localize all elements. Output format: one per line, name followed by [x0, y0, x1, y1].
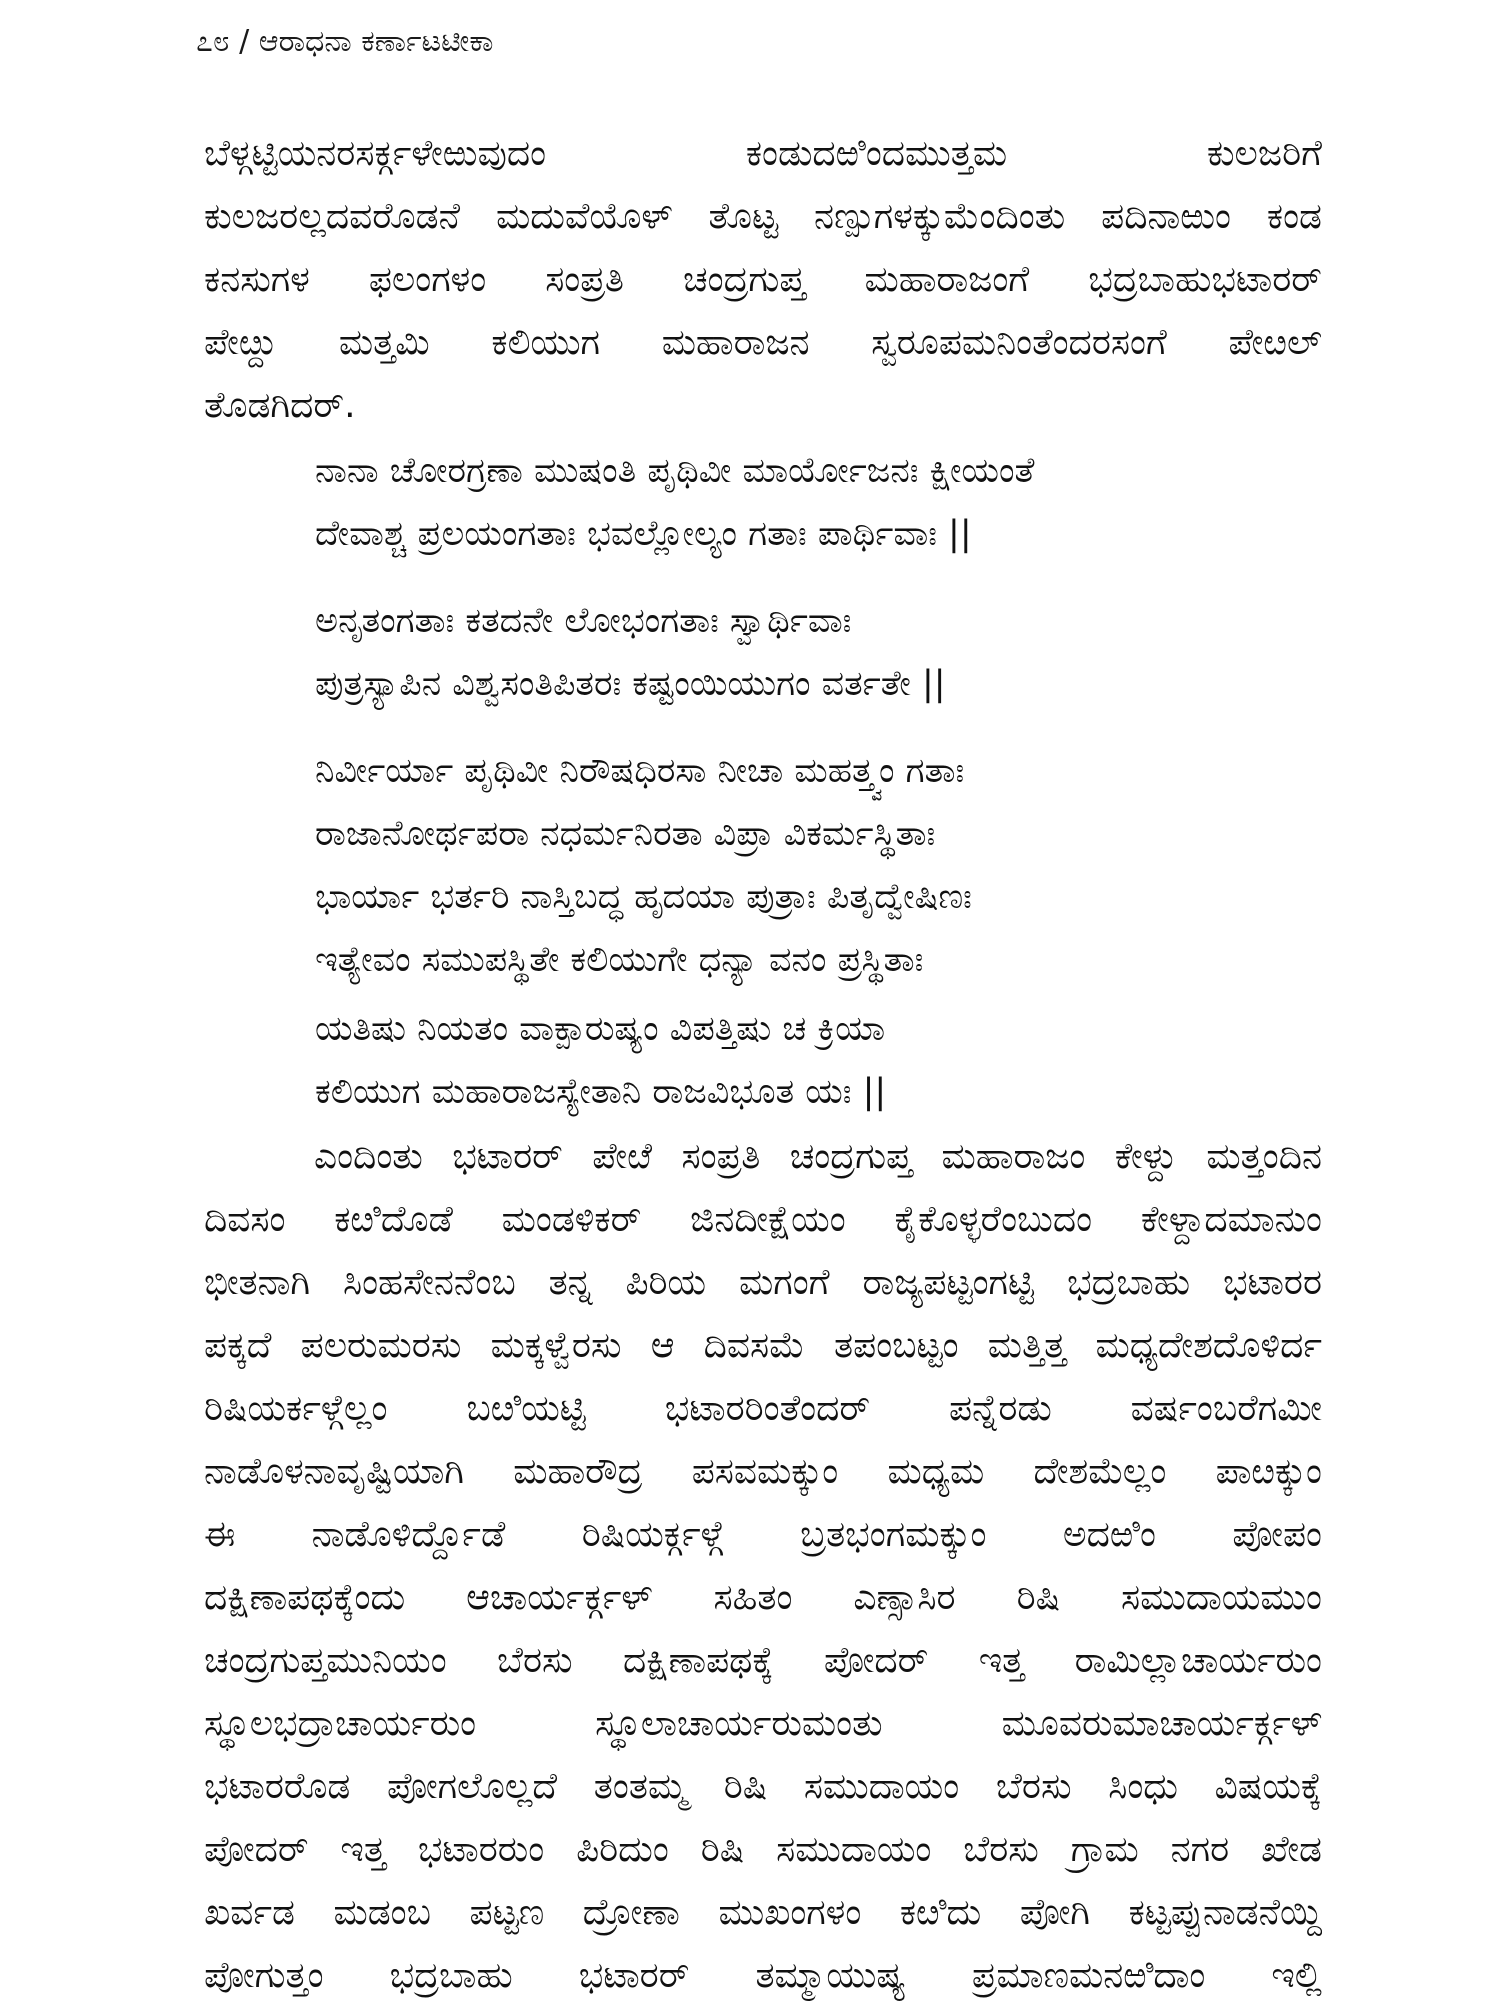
text-line: ಚಂದ್ರಗುಪ್ತಮುನಿಯಂ ಬೆರಸು ದಕ್ಷಿಣಾಪಥಕ್ಕೆ ಪೋದರ್ ಇತ್ತ ರಾಮಿಲ್ಲಾಚಾರ್ಯರುಂ	[204, 1640, 1322, 1681]
text-line: ಬೆಳ್ಗಟ್ಟಿಯನರಸರ್ಕ್ಗಳೇಱುವುದಂ ಕಂಡುದಱಿಂದಮುತ್ತಮ ಕುಲಜರಿಗೆ	[204, 133, 1322, 174]
text-line: ಭೀತನಾಗಿ ಸಿಂಹಸೇನನೆಂಬ ತನ್ನ ಪಿರಿಯ ಮಗಂಗೆ ರಾಜ್ಯಪಟ್ಟಂಗಟ್ಟಿ ಭದ್ರಬಾಹು ಭಟಾರರ	[204, 1262, 1322, 1303]
text-line: ಕುಲಜರಲ್ಲದವರೊಡನೆ ಮದುವೆಯೊಳ್ ತೊಟ್ಟ ನಣ್ಪುಗಳಕ್ಕುಮೆಂದಿಂತು ಪದಿನಾಱುಂ ಕಂಡ	[204, 196, 1322, 237]
verse-4	[315, 998, 1215, 1124]
text-line: ಸ್ಥೂಲಭದ್ರಾಚಾರ್ಯರುಂ ಸ್ಥೂಲಾಚಾರ್ಯರುಮಂತು ಮೂವರುಮಾಚಾರ್ಯರ್ಕ್ಗಳ್	[204, 1703, 1322, 1744]
verse-line: ಅನೃತಂಗತಾಃ ಕತದನೇ ಲೋಭಂಗತಾಃ ಸ್ವಾರ್ಥಿವಾಃ	[315, 601, 852, 641]
text-line: ದಿವಸಂ ಕೞಿದೊಡೆ ಮಂಡಳಿಕರ್ ಜಿನದೀಕ್ಷೆಯಂ ಕೈಕೊಳ್ಳರೆಂಬುದಂ ಕೇಳ್ದಾದಮಾನುಂ	[204, 1199, 1322, 1240]
verse-1	[315, 440, 1215, 566]
running-head: ೭೮ / ಆರಾಧನಾ ಕರ್ಣಾಟಟೀಕಾ	[196, 24, 494, 59]
text-line: ಈ ನಾಡೊಳಿರ್ದ್ದೊಡೆ ರಿಷಿಯರ್ಕ್ಗಳ್ಗೆ ಬ್ರತಭಂಗಮಕ್ಕುಂ ಅದಱಿಂ ಪೋಪಂ	[204, 1514, 1322, 1555]
verse-line: ರಾಜಾನೋರ್ಥಪರಾ ನಧರ್ಮನಿರತಾ ವಿಪ್ರಾ ವಿಕರ್ಮಸ್ಥಿತಾಃ	[315, 814, 936, 854]
paragraph-2	[204, 1125, 1322, 2007]
text-line: ಪೇೞ್ದು ಮತ್ತಮಿ ಕಲಿಯುಗ ಮಹಾರಾಜನ ಸ್ವರೂಪಮನಿಂತೆಂದರಸಂಗೆ ಪೇೞಲ್	[204, 322, 1322, 363]
verse-line: ಭಾರ್ಯಾ ಭರ್ತರಿ ನಾಸ್ತಿಬದ್ಧ ಹೃದಯಾ ಪುತ್ರಾಃ ಪಿತೃದ್ವೇಷಿಣಃ	[315, 877, 972, 917]
text-line: ಭಟಾರರೊಡ ಪೋಗಲೊಲ್ಲದೆ ತಂತಮ್ಮ ರಿಷಿ ಸಮುದಾಯಂ ಬೆರಸು ಸಿಂಧು ವಿಷಯಕ್ಕೆ	[204, 1766, 1322, 1807]
paragraph-1	[204, 122, 1322, 437]
verse-line: ಇತ್ಯೇವಂ ಸಮುಪಸ್ಥಿತೇ ಕಲಿಯುಗೇ ಧನ್ಯಾ ವನಂ ಪ್ರಸ್ಥಿತಾಃ	[315, 940, 924, 980]
verse-3	[315, 740, 1215, 992]
text-line: ತೊಡಗಿದರ್.	[204, 385, 356, 426]
verse-line: ಕಲಿಯುಗ ಮಹಾರಾಜಸ್ಯೇತಾನಿ ರಾಜವಿಭೂತ ಯಃ ||	[315, 1072, 887, 1112]
text-line: ದಕ್ಷಿಣಾಪಥಕ್ಕೆಂದು ಆಚಾರ್ಯರ್ಕ್ಗಳ್ ಸಹಿತಂ ಎಣ್ಸಾಸಿರ ರಿಷಿ ಸಮುದಾಯಮುಂ	[204, 1577, 1322, 1618]
text-line: ಖರ್ವಡ ಮಡಂಬ ಪಟ್ಟಣ ದ್ರೋಣಾ ಮುಖಂಗಳಂ ಕೞಿದು ಪೋಗಿ ಕಟ್ಟಪ್ಪುನಾಡನೆಯ್ದಿ	[204, 1892, 1322, 1933]
verse-line: ದೇವಾಶ್ಚ ಪ್ರಲಯಂಗತಾಃ ಭವಲ್ಲೋಲ್ಯಂ ಗತಾಃ ಪಾರ್ಥಿವಾಃ ||	[315, 514, 972, 554]
verse-2	[315, 590, 1215, 716]
text-line: ಕನಸುಗಳ ಫಲಂಗಳಂ ಸಂಪ್ರತಿ ಚಂದ್ರಗುಪ್ತ ಮಹಾರಾಜಂಗೆ ಭದ್ರಬಾಹುಭಟಾರರ್	[204, 259, 1322, 300]
verse-line: ನಾನಾ ಚೋರಗ್ರಣಾ ಮುಷಂತಿ ಪೃಥಿವೀ ಮಾರ್ಯೋಜನಃ ಕ್ಷೀಯಂತೆ	[315, 451, 1035, 491]
verse-line: ಯತಿಷು ನಿಯತಂ ವಾಕ್ಪಾರುಷ್ಯಂ ವಿಪತ್ತಿಷು ಚ ಕ್ರಿಯಾ	[315, 1009, 886, 1049]
text-line: ರಿಷಿಯರ್ಕಳ್ಗೆಲ್ಲಂ ಬೞಿಯಟ್ಟಿ ಭಟಾರರಿಂತೆಂದರ್ ಪನ್ನೆರಡು ವರ್ಷಂಬರೆಗಮೀ	[204, 1388, 1322, 1429]
text-line: ಎಂದಿಂತು ಭಟಾರರ್ ಪೇೞೆ ಸಂಪ್ರತಿ ಚಂದ್ರಗುಪ್ತ ಮಹಾರಾಜಂ ಕೇಳ್ದು ಮತ್ತಂದಿನ	[314, 1136, 1322, 1177]
verse-line: ಪುತ್ರಸ್ಯಾಪಿನ ವಿಶ್ವಸಂತಿಪಿತರಃ ಕಷ್ಟಂಯಿಯುಗಂ ವರ್ತತೇ ||	[315, 664, 946, 704]
verse-line: ನಿರ್ವೀರ್ಯಾ ಪೃಥಿವೀ ನಿರೌಷಧಿರಸಾ ನೀಚಾ ಮಹತ್ತ್ವಂ ಗತಾಃ	[315, 751, 965, 791]
text-line: ಪೋಗುತ್ತಂ ಭದ್ರಬಾಹು ಭಟಾರರ್ ತಮ್ಮಾಯುಷ್ಯ ಪ್ರಮಾಣಮನಱಿದಾಂ ಇಲ್ಲಿ	[204, 1955, 1322, 1996]
text-line: ಪಕ್ಕದೆ ಪಲರುಮರಸು ಮಕ್ಕಳ್ವೆರಸು ಆ ದಿವಸಮೆ ತಪಂಬಟ್ಟಂ ಮತ್ತಿತ್ತ ಮಧ್ಯದೇಶದೊಳಿರ್ದ	[204, 1325, 1322, 1366]
text-line: ನಾಡೊಳನಾವೃಷ್ಟಿಯಾಗಿ ಮಹಾರೌದ್ರ ಪಸವಮಕ್ಕುಂ ಮಧ್ಯಮ ದೇಶಮೆಲ್ಲಂ ಪಾೞಕ್ಕುಂ	[204, 1451, 1322, 1492]
text-line: ಪೋದರ್ ಇತ್ತ ಭಟಾರರುಂ ಪಿರಿದುಂ ರಿಷಿ ಸಮುದಾಯಂ ಬೆರಸು ಗ್ರಾಮ ನಗರ ಖೇಡ	[204, 1829, 1322, 1870]
